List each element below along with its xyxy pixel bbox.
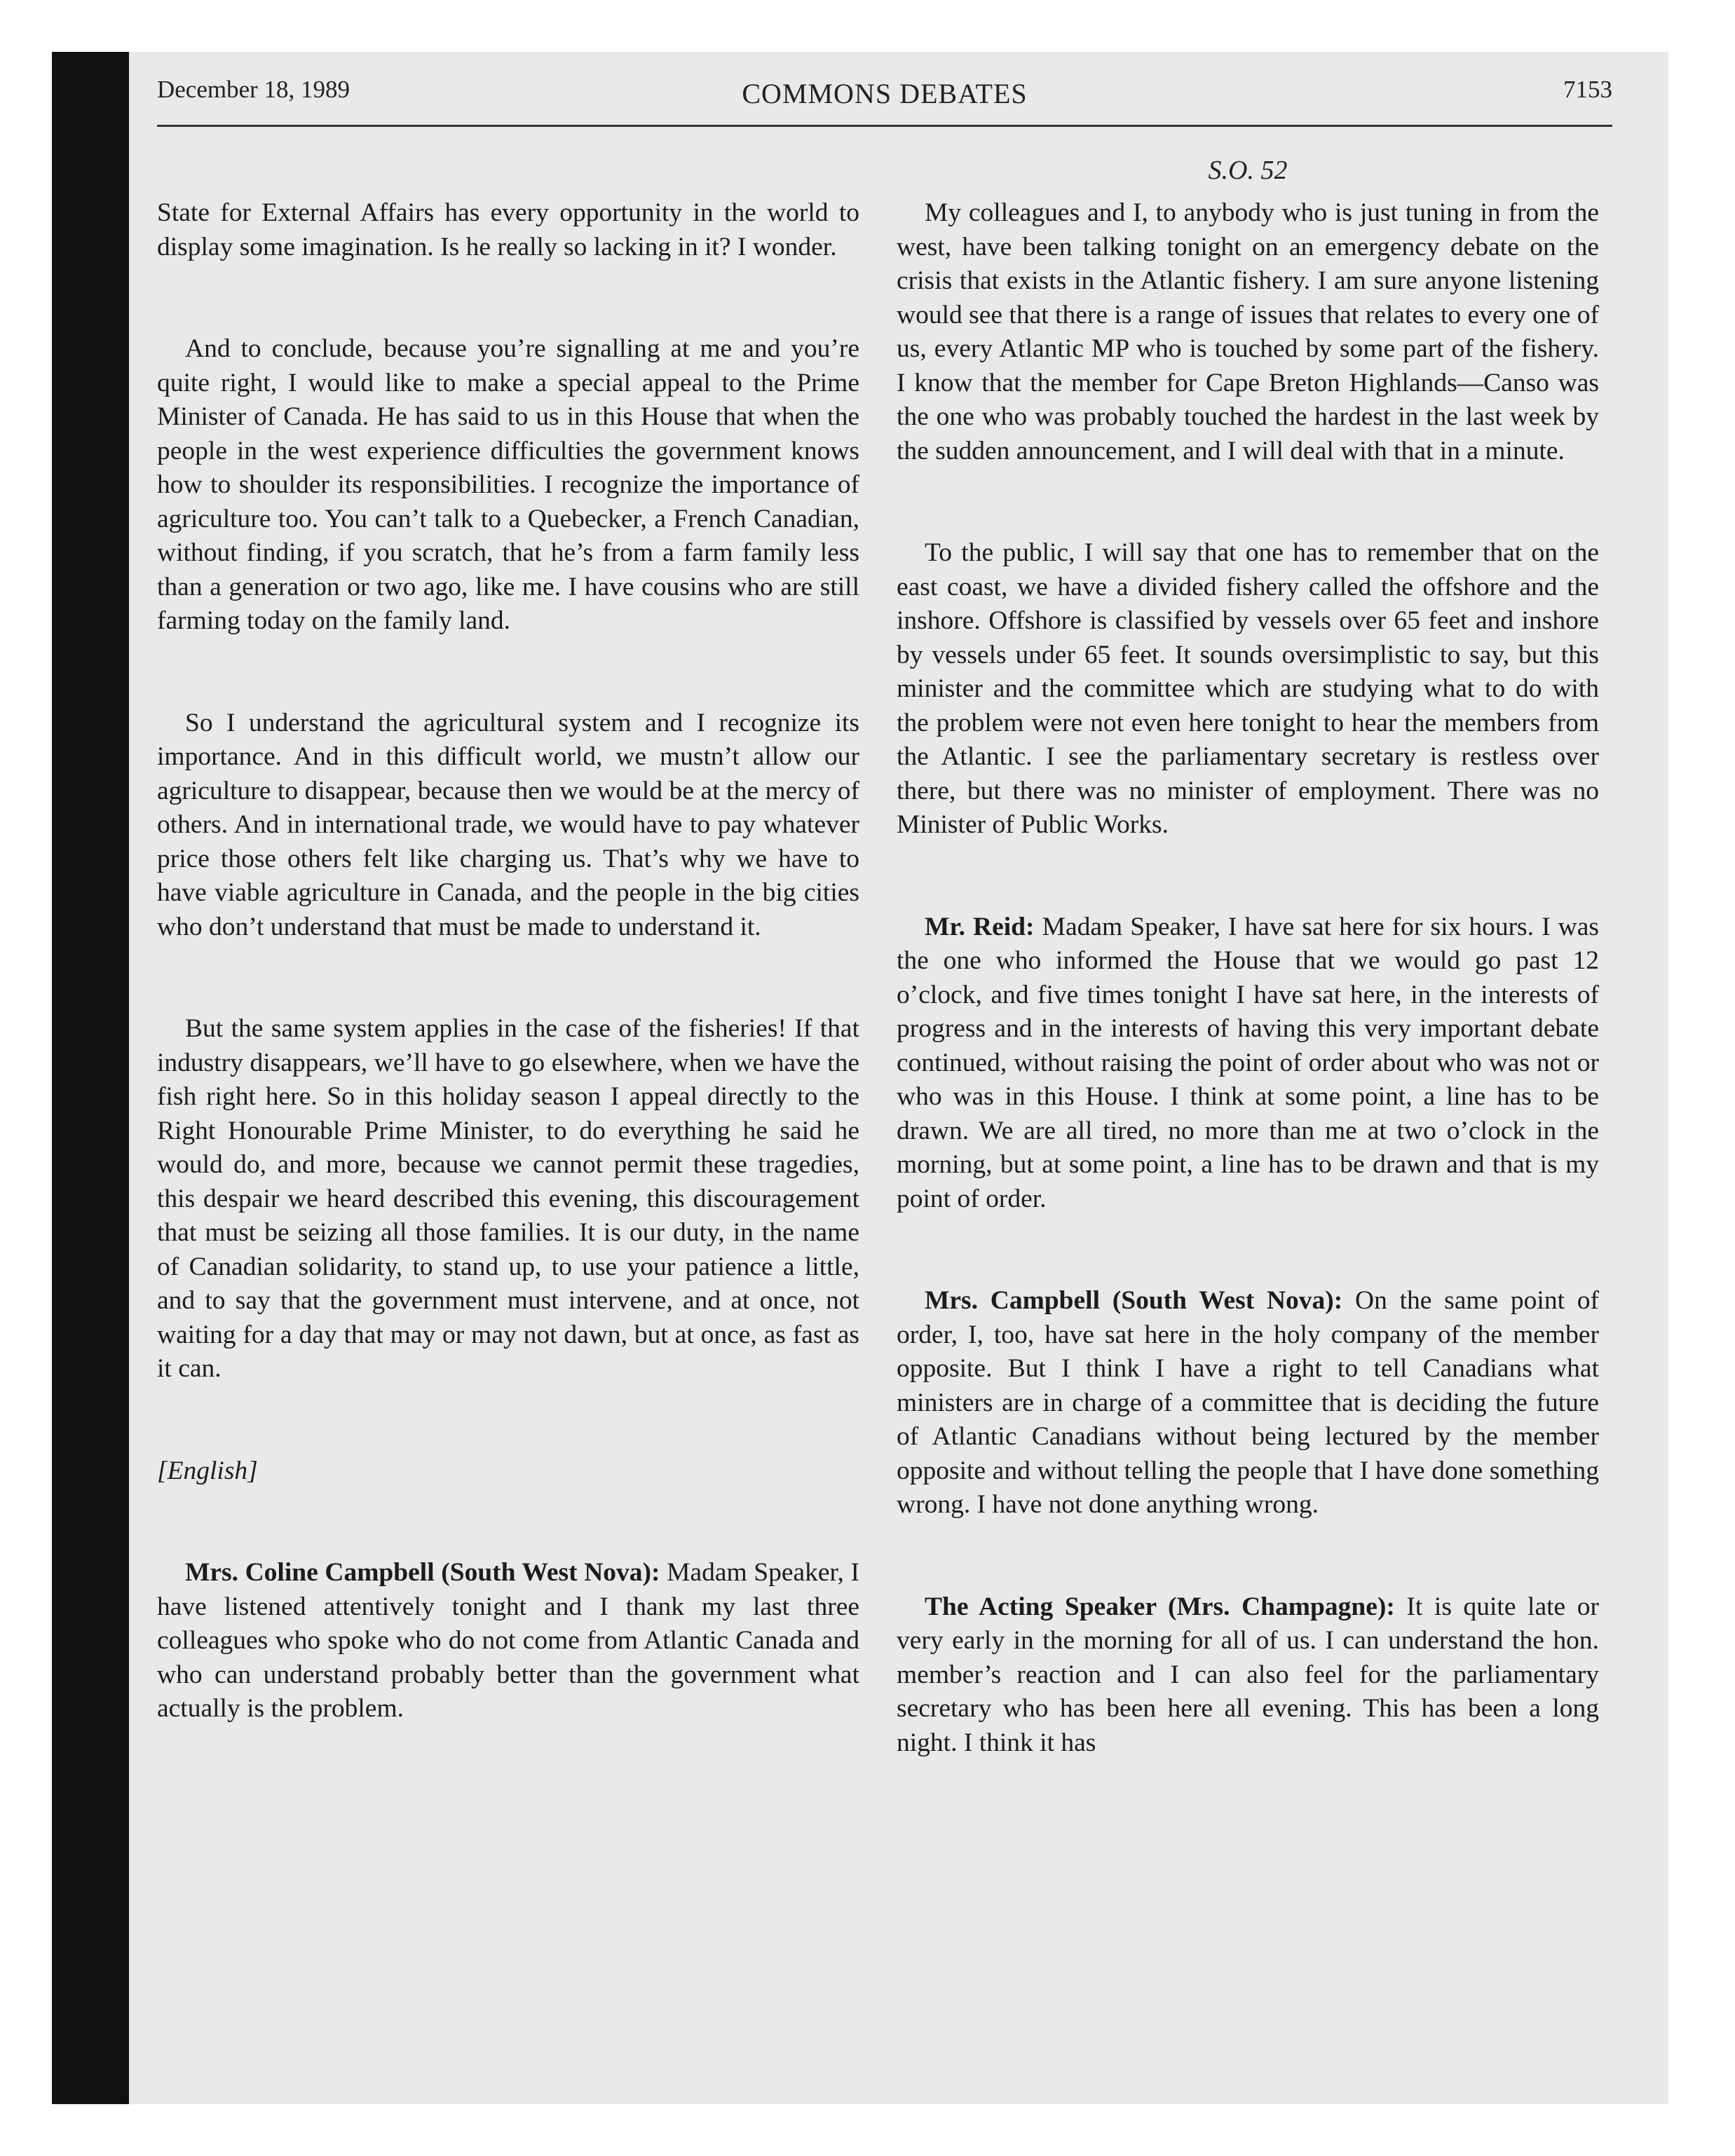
speech-paragraph [897,1590,1599,1761]
paragraph: State for External Affairs has every opportunity in the world to display some imagination. Is he really so lacking in it? I wonder. [157,198,859,261]
speaker-name: The Acting Speaker (Mrs. Champagne): [925,1592,1395,1621]
header-title: COMMONS DEBATES [742,78,1028,109]
speech-text: On the same point of order, I, too, have sat here in the holy company of the member opposite. But I think I have a right to tell Canadians what ministers are in charge of a committee that is deciding the future of Atlantic Canadians without being lectured by the member opposite and without telling the people that I have done something wrong. I have not done anything wrong. [897,1286,1599,1519]
paragraph: And to conclude, because you’re signalling at me and you’re quite right, I would like to make a special appeal to the Prime Minister of Canada. He has said to us in this House that when the people in the west experience difficulties the government knows how to shoulder its responsibilities. I recognize the importance of agriculture too. You can’t talk to a Quebecker, a French Canadian, without finding, if you scratch, that he’s from a farm family less than a generation or two ago, like me. I have cousins who are still farming today on the family land. [157,334,859,635]
paragraph: But the same system applies in the case of the fisheries! If that industry disappears, we’ll have to go elsewhere, when we have the fish right here. So in this holiday season I appeal directly to the Right Honourable Prime Minister, to do everything he said he would do, and more, because we cannot permit these tragedies, this despair we heard described this evening, this discouragement that must be seizing all those families. It is our duty, in the name of Canadian solidarity, to stand up, to use your patience a little, and to say that the government must intervene, and at once, not waiting for a day that may or may not dawn, but at once, as fast as it can. [157,1014,859,1383]
speech-paragraph [157,1556,859,1726]
speech-paragraph [897,910,1599,1217]
speaker-name: Mrs. Coline Campbell (South West Nova): [185,1558,660,1587]
speaker-name: Mr. Reid: [925,912,1035,941]
left-column [157,196,859,1726]
speech-paragraph [897,1284,1599,1522]
speaker-name: Mrs. Campbell (South West Nova): [925,1286,1343,1315]
paragraph: To the public, I will say that one has to remember that on the east coast, we have a divided fishery called the offshore and the inshore. Offshore is classified by vessels over 65 feet and inshore by vessels under 65 feet. It sounds oversimplistic to say, but this minister and the committee which are studying what to do with the problem were not even here tonight to hear the members from the Atlantic. I see the parliamentary secretary is restless over there, but there was no minister of employment. There was no Minister of Public Works. [897,538,1599,839]
speech-text: Madam Speaker, I have sat here for six hours. I was the one who informed the House that we would go past 12 o’clock, and five times tonight I have sat here, in the interests of progress and in the interests of having this very important debate continued, without raising the point of order about who was not or who was in this House. I think at some point, a line has to be drawn. We are all tired, no more than me at two o’clock in the morning, but at some point, a line has to be drawn and that is my point of order. [897,912,1599,1213]
binding-edge [52,52,129,2104]
right-column [897,196,1599,1760]
section-label: S.O. 52 [1208,156,1288,185]
header-page-number: 7153 [1563,76,1612,103]
language-note: [English] [157,1456,258,1485]
header-date: December 18, 1989 [157,76,351,103]
paragraph: So I understand the agricultural system and I recognize its importance. And in this difficult world, we mustn’t allow our agriculture to disappear, because then we would be at the mercy of others. And in international trade, we would have to pay whatever price those others felt like charging us. That’s why we have to have viable agriculture in Canada, and the people in the big cities who don’t understand that must be made to understand it. [157,708,859,941]
running-header [157,76,1612,127]
paragraph: My colleagues and I, to anybody who is just tuning in from the west, have been talking tonight on an emergency debate on the crisis that exists in the Atlantic fishery. I am sure anyone listening would see that there is a range of issues that relates to every one of us, every Atlantic MP who is touched by some part of the fishery. I know that the member for Cape Breton Highlands—Canso was the one who was probably touched the hardest in the last week by the sudden announcement, and I will deal with that in a minute. [897,198,1599,465]
speech-text: Madam Speaker, I have listened attentively tonight and I thank my last three colleagues who spoke who do not come from Atlantic Canada and who can understand probably better than the government what actually is the problem. [157,1558,859,1723]
speech-text: It is quite late or very early in the morning for all of us. I can understand the hon. member’s reaction and I can also feel for the parliamentary secretary who has been here all evening. This has been a long night. I think it has [897,1592,1599,1757]
